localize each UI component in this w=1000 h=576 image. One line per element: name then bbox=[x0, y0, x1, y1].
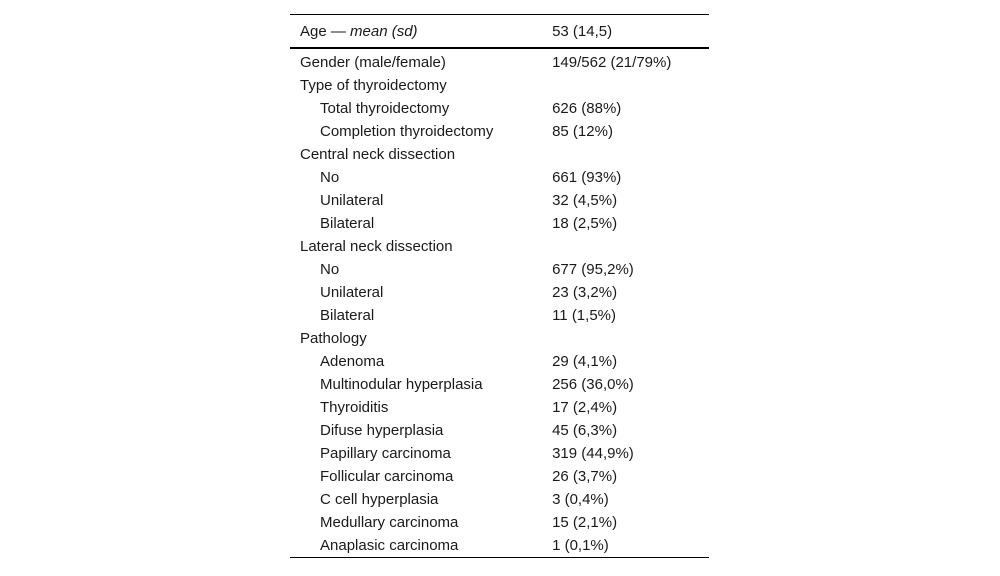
row-sublabel: Papillary carcinoma bbox=[320, 445, 451, 462]
table-row bbox=[290, 74, 709, 97]
data-table-container bbox=[290, 14, 709, 558]
row-value: 626 (88%) bbox=[552, 100, 622, 117]
table-row bbox=[290, 235, 709, 258]
row-category-label: Central neck dissection bbox=[300, 146, 456, 163]
header-label-italic: mean (sd) bbox=[350, 22, 418, 40]
table-row bbox=[290, 534, 709, 558]
row-sublabel: Follicular carcinoma bbox=[320, 468, 454, 485]
table-header bbox=[290, 15, 709, 49]
row-value: 677 (95,2%) bbox=[552, 261, 634, 278]
row-sublabel: Anaplasic carcinoma bbox=[320, 537, 459, 554]
row-value: 26 (3,7%) bbox=[552, 468, 618, 485]
table-row bbox=[290, 396, 709, 419]
row-value: 11 (1,5%) bbox=[552, 307, 616, 324]
row-value: 3 (0,4%) bbox=[552, 491, 609, 508]
row-sublabel: Medullary carcinoma bbox=[320, 514, 459, 531]
row-value: 661 (93%) bbox=[552, 169, 622, 186]
header-label-prefix: Age — bbox=[300, 22, 351, 40]
row-sublabel: Unilateral bbox=[320, 192, 384, 209]
row-sublabel: Bilateral bbox=[320, 215, 375, 232]
row-sublabel: C cell hyperplasia bbox=[320, 491, 439, 508]
row-sublabel: Adenoma bbox=[320, 353, 385, 370]
row-value: 149/562 (21/79%) bbox=[552, 54, 672, 71]
row-sublabel: Difuse hyperplasia bbox=[320, 422, 444, 439]
table-row bbox=[290, 442, 709, 465]
row-sublabel: No bbox=[320, 261, 340, 278]
table-row bbox=[290, 281, 709, 304]
row-sublabel: Completion thyroidectomy bbox=[320, 123, 494, 140]
row-value bbox=[542, 327, 709, 350]
row-value: 17 (2,4%) bbox=[552, 399, 618, 416]
row-value: 85 (12%) bbox=[552, 123, 613, 140]
table-row bbox=[290, 143, 709, 166]
table-row bbox=[290, 212, 709, 235]
row-sublabel: Thyroiditis bbox=[320, 399, 389, 416]
header-label-cell bbox=[290, 15, 542, 49]
row-sublabel: No bbox=[320, 169, 340, 186]
row-sublabel: Multinodular hyperplasia bbox=[320, 376, 483, 393]
row-value: 1 (0,1%) bbox=[552, 537, 609, 554]
row-value: 256 (36,0%) bbox=[552, 376, 634, 393]
row-value: 319 (44,9%) bbox=[552, 445, 634, 462]
row-value: 32 (4,5%) bbox=[552, 192, 618, 209]
table-row bbox=[290, 419, 709, 442]
table-row bbox=[290, 327, 709, 350]
header-value-cell: 53 (14,5) bbox=[552, 22, 613, 40]
row-value: 15 (2,1%) bbox=[552, 514, 618, 531]
table-row bbox=[290, 97, 709, 120]
row-category-label: Gender (male/female) bbox=[300, 54, 446, 71]
row-value: 23 (3,2%) bbox=[552, 284, 618, 301]
table-row bbox=[290, 189, 709, 212]
row-value: 45 (6,3%) bbox=[552, 422, 618, 439]
table-row bbox=[290, 166, 709, 189]
row-sublabel: Total thyroidectomy bbox=[320, 100, 450, 117]
table-row bbox=[290, 120, 709, 143]
row-value bbox=[542, 74, 709, 97]
row-category-label: Pathology bbox=[300, 330, 367, 347]
table-body bbox=[290, 48, 709, 558]
row-category-label: Type of thyroidectomy bbox=[300, 77, 447, 94]
table-row bbox=[290, 258, 709, 281]
row-value: 29 (4,1%) bbox=[552, 353, 618, 370]
table-row bbox=[290, 48, 709, 74]
table-row bbox=[290, 488, 709, 511]
table-row bbox=[290, 511, 709, 534]
row-value bbox=[542, 235, 709, 258]
row-sublabel: Unilateral bbox=[320, 284, 384, 301]
table-row bbox=[290, 304, 709, 327]
row-sublabel: Bilateral bbox=[320, 307, 375, 324]
demographics-table bbox=[290, 14, 709, 558]
row-category-label: Lateral neck dissection bbox=[300, 238, 453, 255]
row-value bbox=[542, 143, 709, 166]
table-row bbox=[290, 465, 709, 488]
row-value: 18 (2,5%) bbox=[552, 215, 618, 232]
header-row bbox=[290, 15, 709, 49]
table-row bbox=[290, 373, 709, 396]
table-row bbox=[290, 350, 709, 373]
